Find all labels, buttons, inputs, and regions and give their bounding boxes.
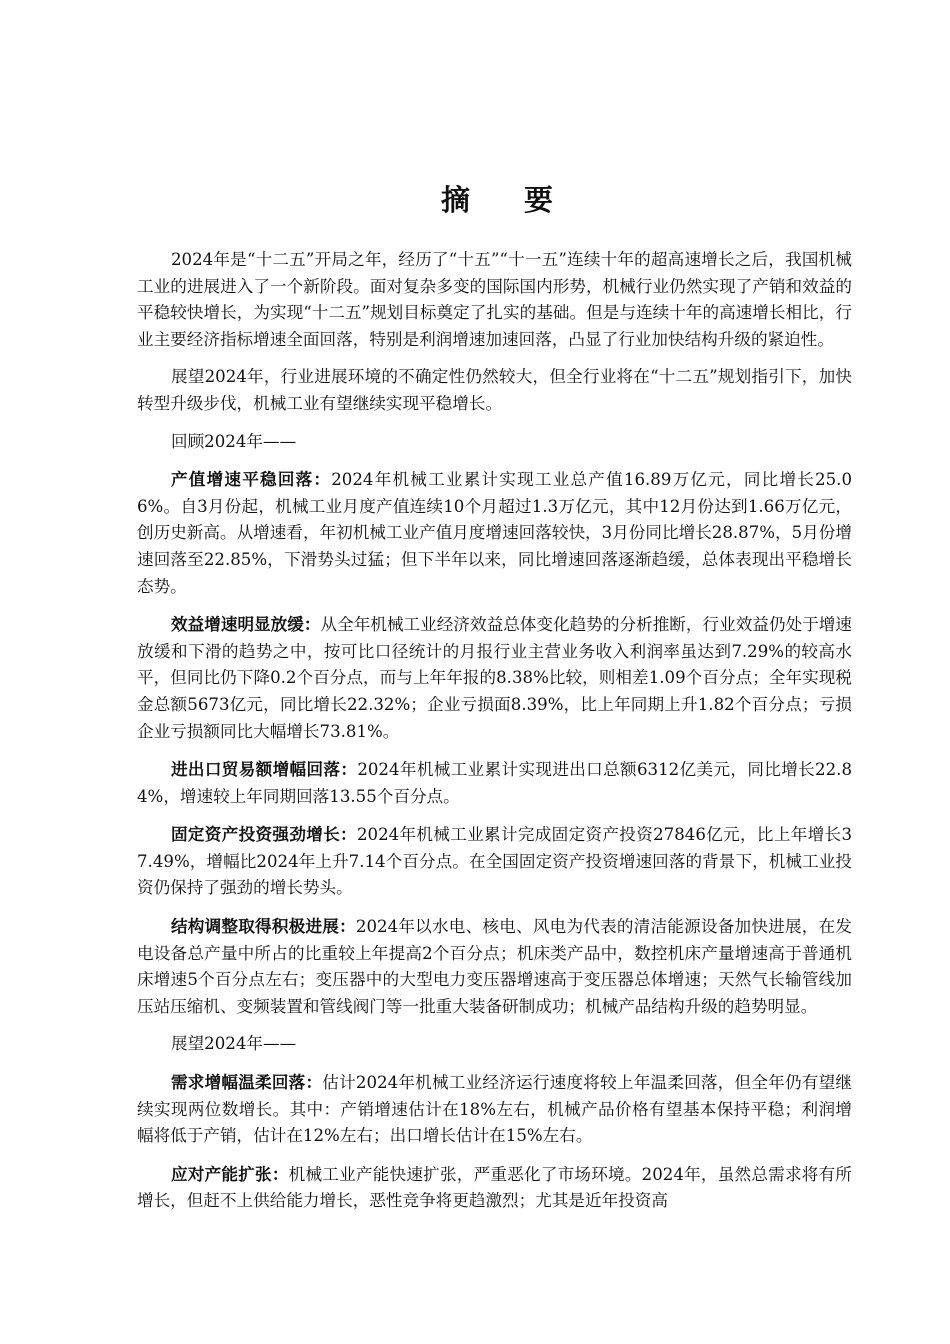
paragraph-text: 回顾2024年—— xyxy=(171,431,297,451)
paragraph-lead: 效益增速明显放缓： xyxy=(171,614,321,635)
paragraph-text: 2024年是“十二五”开局之年，经历了“十五”“十一五”连续十年的超高速增长之后，我国机械工业的进展进入了一个新阶段。面对复杂多变的国际国内形势，机械行业仍然实现了产销和效益的平稳较快增长，为实现“十二五”规划目标奠定了扎实的基础。但是与连续十年的高速增长相比，行业主要经济指标增速全面回落，特别是利润增速加速回落，凸显了行业加快结构升级的紧迫性。 xyxy=(137,250,852,349)
paragraph-text: 从全年机械工业经济效益总体变化趋势的分析推断，行业效益仍处于增速放缓和下滑的趋势之中，按可比口径统计的月报行业主营业务收入利润率虽达到7.29%的较高水平，但同比仍下降0.2个百分点，而与上年年报的8.38%比较，则相差1.09个百分点；全年实现税金总额5673亿元，同比增长22.32%；企业亏损面8.39%，比上年同期上升1.82个百分点；亏损企业亏损额同比大幅增长73.81%。 xyxy=(137,615,853,741)
paragraph-profit xyxy=(137,611,852,745)
paragraph-outlook-intro xyxy=(137,364,852,417)
paragraph-text: 估计2024年机械工业经济运行速度将较上年温柔回落，但全年仍有望继续实现两位数增长。其中：产销增速估计在18%左右，机械产品价格有望基本保持平稳；利润增幅将低于产销，估计在12%左右；出口增长估计在15%左右。 xyxy=(137,1073,853,1146)
document-page xyxy=(137,0,857,1344)
section-heading-outlook xyxy=(137,1031,852,1058)
paragraph-text: 2024年机械工业累计完成固定资产投资27846亿元，比上年增长37.49%，增幅比2024年上升7.14个百分点。在全国固定资产投资增速回落的背景下，机械工业投资仍保持了强劲的增长势头。 xyxy=(137,825,852,898)
paragraph-lead: 固定资产投资强劲增长： xyxy=(171,824,357,845)
section-heading-review xyxy=(137,429,852,456)
paragraph-intro xyxy=(137,247,852,353)
paragraph-lead: 需求增幅温柔回落： xyxy=(171,1072,323,1093)
paragraph-text: 2024年机械工业累计实现工业总产值16.89万亿元，同比增长25.06%。自3月份起，机械工业月度产值连续10个月超过1.3万亿元，其中12月份达到1.66万亿元，创历史新高。从增速看，年初机械工业产值月度增速回落较快，3月份同比增长28.87%，5月份增速回落至22.85%，下滑势头过猛；但下半年以来，同比增速回落逐渐趋缓，总体表现出平稳增长态势。 xyxy=(137,470,852,596)
paragraph-text: 展望2024年，行业进展环境的不确定性仍然较大，但全行业将在“十二五”规划指引下，加快转型升级步伐，机械工业有望继续实现平稳增长。 xyxy=(137,367,852,413)
document-body xyxy=(137,247,852,1214)
paragraph-investment xyxy=(137,821,852,902)
paragraph-text: 机械工业产能快速扩张，严重恶化了市场环境。2024年，虽然总需求将有所增长，但赶不上供给能力增长，恶性竞争将更趋激烈；尤其是近年投资高 xyxy=(137,1164,852,1211)
paragraph-text: 2024年以水电、核电、风电为代表的清洁能源设备加快进展，在发电设备总产量中所占的比重较上年提高2个百分点；机床类产品中，数控机床产量增速高于普通机床增速5个百分点左右；变压器中的大型电力变压器增速高于变压器总体增速；天然气长输管线加压站压缩机、变频装置和管线阀门等一批重大装备研制成功；机械产品结构升级的趋势明显。 xyxy=(137,917,852,1016)
paragraph-lead: 结构调整取得积极进展： xyxy=(171,916,356,937)
paragraph-demand xyxy=(137,1069,852,1150)
page-title: 摘 要 xyxy=(440,183,576,217)
paragraph-lead: 产值增速平稳回落： xyxy=(171,469,332,490)
paragraph-lead: 应对产能扩张： xyxy=(171,1163,289,1184)
paragraph-text: 展望2024年—— xyxy=(171,1034,297,1054)
paragraph-structure xyxy=(137,913,852,1020)
paragraph-output-value xyxy=(137,466,852,600)
paragraph-trade xyxy=(137,756,852,810)
paragraph-lead: 进出口贸易额增幅回落： xyxy=(171,759,358,780)
paragraph-text: 2024年机械工业累计实现进出口总额6312亿美元，同比增长22.84%，增速较上年同期回落13.55个百分点。 xyxy=(137,760,853,806)
paragraph-capacity xyxy=(137,1161,852,1214)
